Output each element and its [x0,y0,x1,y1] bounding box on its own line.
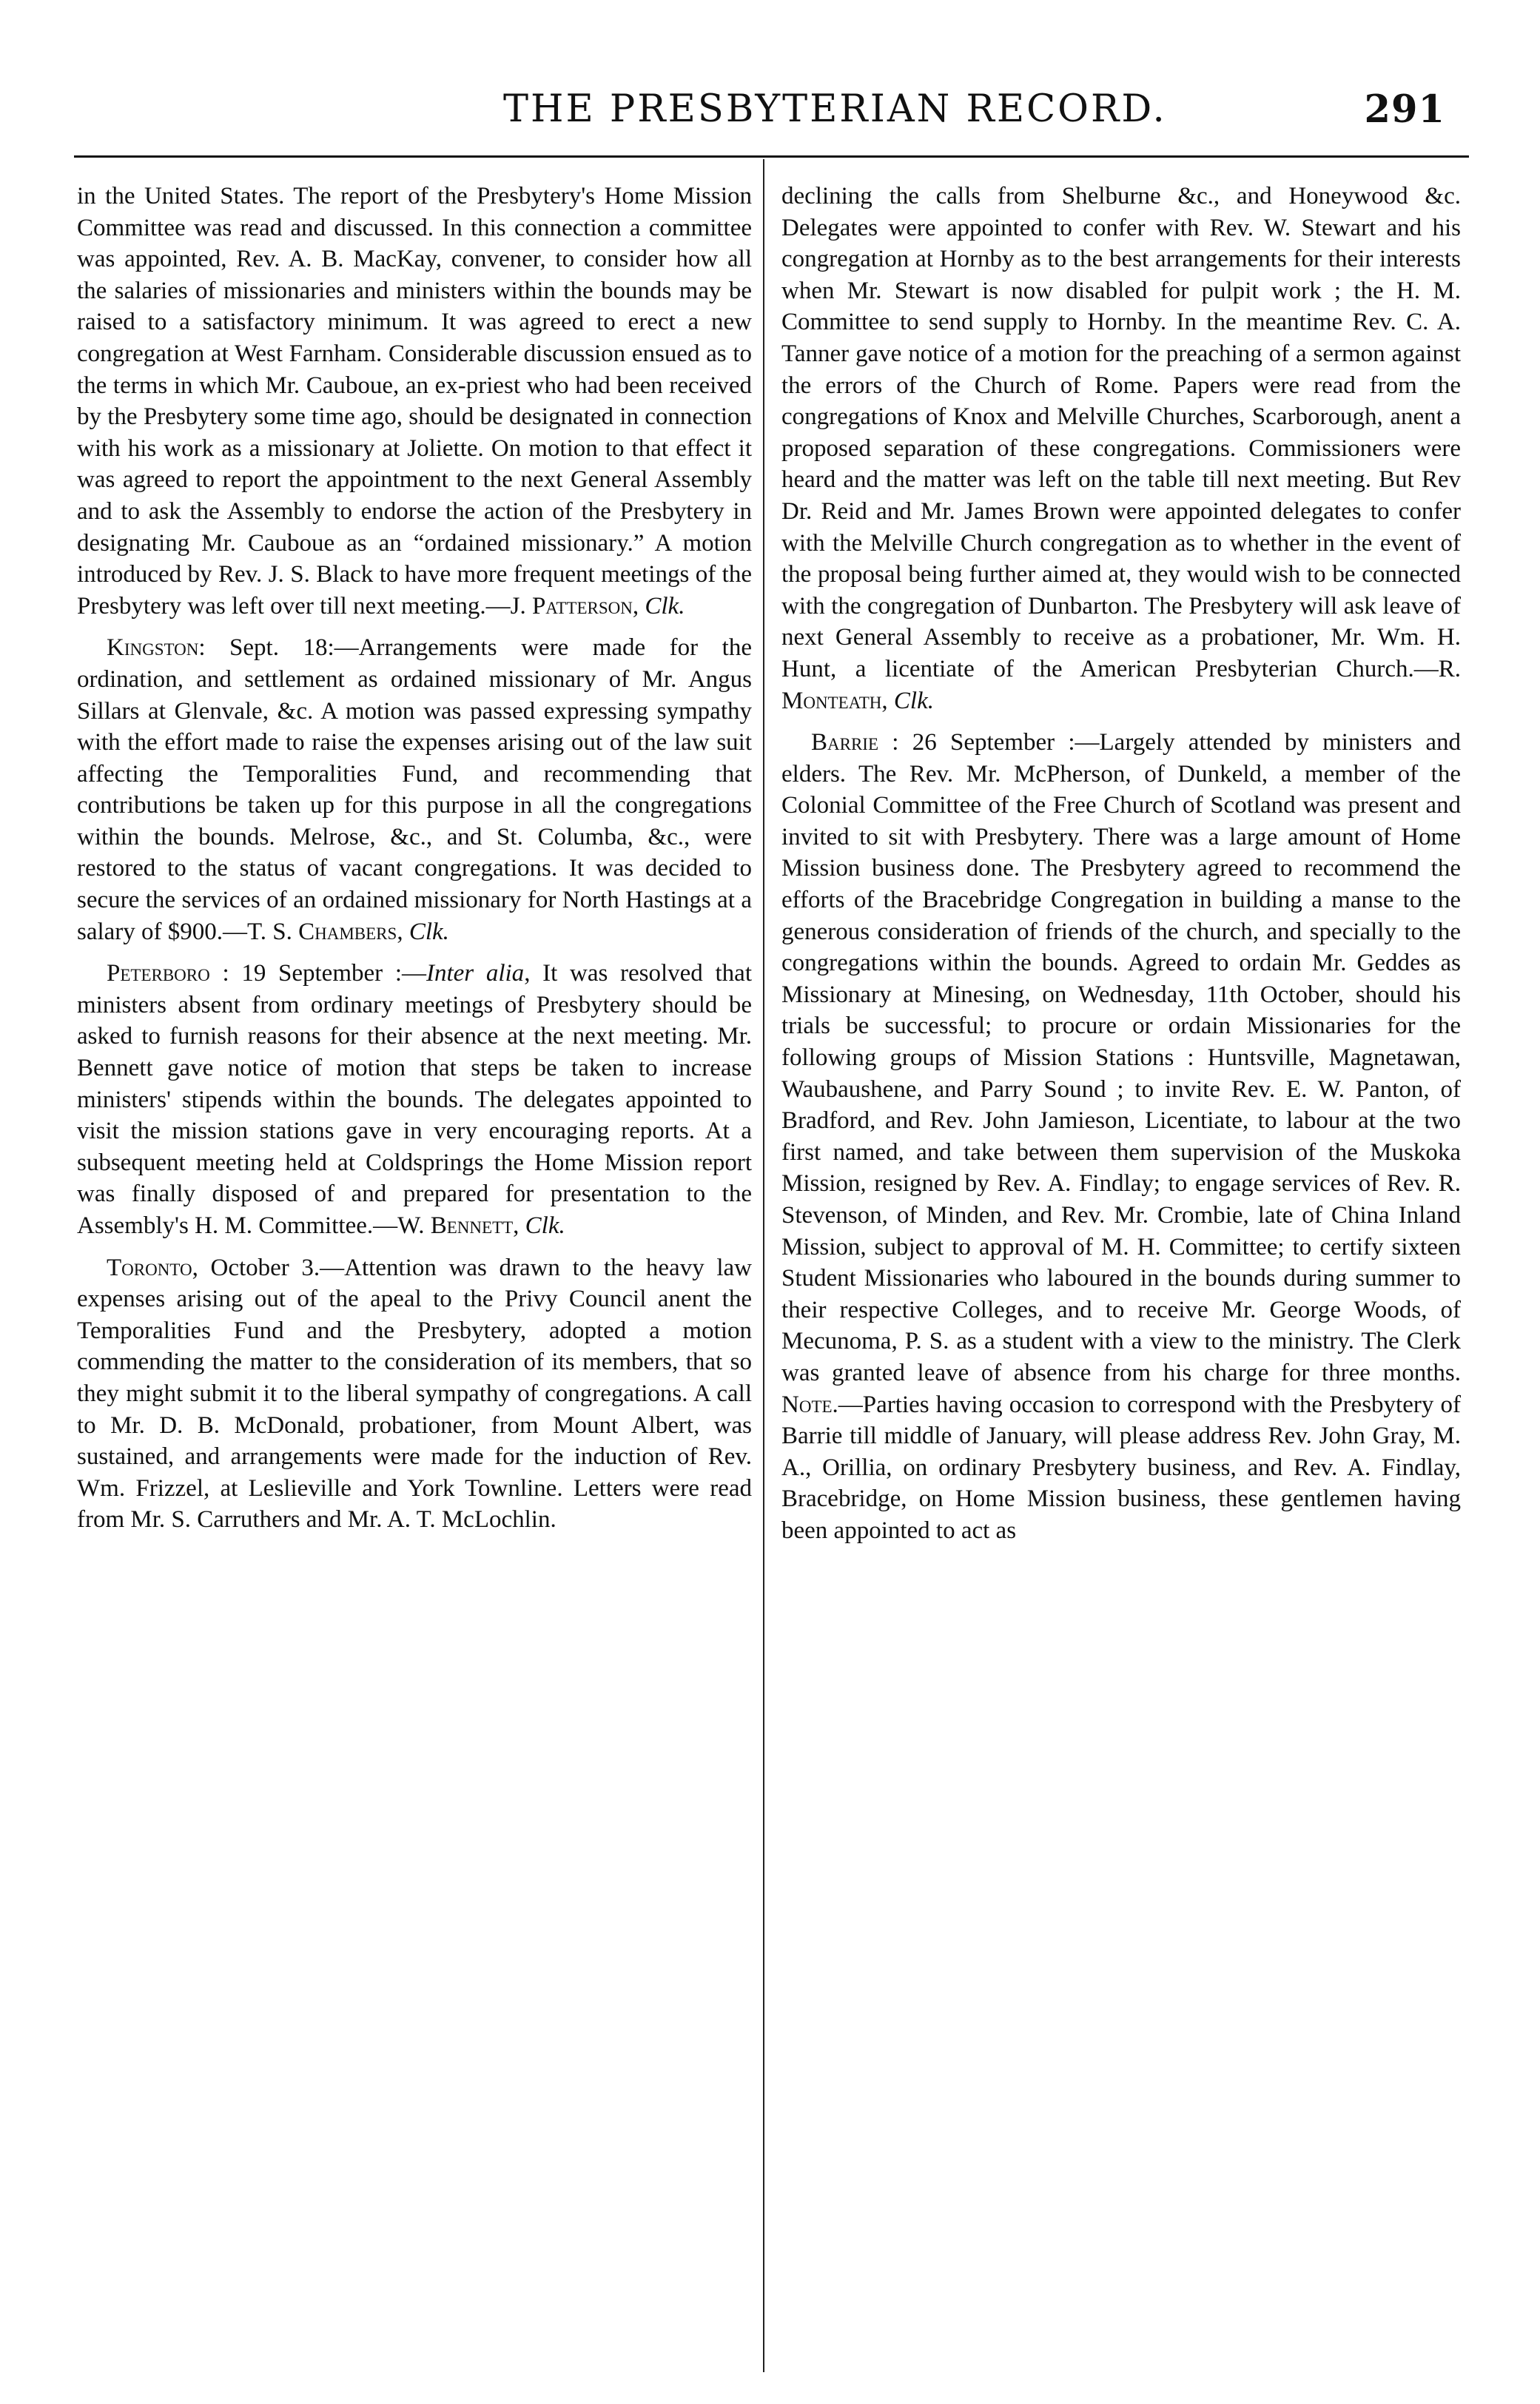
toronto-lead: Toronto [107,1254,192,1281]
note-text: .—Parties having occasion to correspond with the Presbytery of Barrie till middle of January, will please address Rev. John Gray, M. A., Orillia, on ordinary Presbytery business, and Rev. A. Findlay, Bracebridge, on Home Mission business, these gentlemen having been appointed to act as [781,1391,1461,1544]
right-column [781,181,1461,1557]
toronto-continued-text: declining the calls from Shelburne &c., and Honeywood &c. Delegates were appointed to confer with Rev. W. Stewart and his congregation at Hornby as to the best arrangements for their interests when Mr. Stewart is now disabled for pulpit work ; the H. M. Committee to send supply to Hornby. In the meantime Rev. C. A. Tanner gave notice of a motion for the preaching of a sermon against the errors of the Church of Rome. Papers were read from the congregations of Knox and Melville Churches, Scarborough, anent a proposed separation of these congregations. Commissioners were heard and the matter was left on the table till next meeting. But Rev Dr. Reid and Mr. James Brown were appointed delegates to confer with the Melville Church congregation as to whether in the event of the proposal being further aimed at, they would wish to be connected with the congregation of Dunbarton. The Presbytery will ask leave of next General Assembly to receive as a probationer, Mr. Wm. H. Hunt, a licentiate of the American Presbyterian Church.—R. [781,183,1461,682]
barrie-text: : 26 September :—Largely attended by ministers and elders. The Rev. Mr. McPherson, of Dunkeld, a member of the Colonial Committee of the Free Church of Scotland was present and invited to sit with Presbytery. There was a large amount of Home Mission business done. The Presbytery agreed to recommend the efforts of the Bracebridge Congregation in building a manse to the generous consideration of friends of the church, and specially to the congregations within the bounds. Agreed to ordain Mr. Geddes as Missionary at Minesing, on Wednesday, 11th October, should his trials be successful; to procure or ordain Missionaries for the following groups of Mission Stations : Huntsville, Magnetawan, Waubaushene, and Parry Sound ; to invite Rev. E. W. Panton, of Bradford, and Rev. John Jamieson, Licentiate, to labour at the two first named, and take between them supervision of the Muskoka Mission, resigned by Rev. A. Findlay; to engage services of Rev. R. Stevenson, of Minden, and Rev. Mr. Crombie, late of China Inland Mission, subject to approval of M. H. Committee; to certify sixteen Student Missionaries who laboured in the bounds during summer to their respective Colleges, and to receive Mr. George Woods, of Mecunoma, P. S. as a student with a view to the ministry. The Clerk was granted leave of absence from his charge for three months. [781,729,1461,1386]
signature-monteath: Monteath [781,687,882,714]
signature-patterson: Patterson [531,592,633,620]
running-header [89,87,1451,147]
toronto-report [77,1252,752,1536]
signature-bennett: Bennett [430,1212,514,1239]
left-column [77,181,752,1546]
kingston-text: : Sept. 18:—Arrangements were made for the ordination, and settlement as ordained missionary of Mr. Angus Sillars at Glenvale, &c. A motion was passed expressing sympathy with the effort made to raise the expenses arising out of the law suit affecting the Temporalities Fund, and recommending that contributions be taken up for this purpose in all the congregations within the bounds. Melrose, &c., and St. Columba, &c., were restored to the status of vacant congregations. It was decided to secure the services of an ordained missionary for North Hastings at a salary of $900.—T. S. [77,634,752,945]
barrie-report [781,727,1461,1546]
peterboro-lead: Peterboro [107,960,210,987]
clerk-abbrev: Clk. [525,1212,565,1239]
clerk-abbrev: Clk. [893,687,934,714]
page-number: 291 [1364,87,1445,132]
kingston-report: Kingston: Sept. 18:—Arrangements were made for the ordination, and settlement as ordained missionary of Mr. Angus Sillars at Glenvale, &c. A motion was passed expressing sympathy with the effort made to raise the expenses arising out of the law suit affecting the Temporalities Fund, and recommending that contributions be taken up for this purpose in all the congregations within the bounds. Melrose, &c., and St. Columba, &c., were restored to the status of vacant congregations. It was decided to secure the services of an ordained missionary for North Hastings at a salary of $900.—T. S. Chambers, Clk. [77,634,752,945]
note-lead: Note [781,1391,833,1418]
inter-alia: Inter alia [426,960,525,987]
report-continued-paragraph: in the United States. The report of the Presbytery's Home Mission Committee was read and discussed. In this connection a committee was appointed, Rev. A. B. MacKay, convener, to consider how all the salaries of missionaries and ministers within the bounds may be raised to a satisfactory minimum. It was agreed to erect a new congregation at West Farnham. Considerable discussion ensued as to the terms in which Mr. Cauboue, an ex-priest who had been received by the Presbytery some time ago, should be designated in connection with his work as a missionary at Joliette. On motion to that effect it was agreed to report the appointment to the next General Assembly and to ask the Assembly to endorse the action of the Presbytery in designating Mr. Cauboue as an “ordained missionary.” A motion introduced by Rev. J. S. Black to have more frequent meetings of the Presbytery was left over till next meeting.—J. Patterson, Clk. [77,183,752,620]
clerk-abbrev: Clk. [645,592,685,620]
toronto-text: , October 3.—Attention was drawn to the heavy law expenses arising out of the apeal to the Privy Council anent the Temporalities Fund and the Presbytery, adopted a motion commending the matter to the consideration of its members, that so they might submit it to the liberal sympathy of congregations. A call to Mr. D. B. McDonald, probationer, from Mount Albert, was sustained, and arrangements were made for the induction of Rev. Wm. Frizzel, at Leslieville and York Townline. Letters were read from Mr. S. Carruthers and Mr. A. T. McLochlin. [77,1254,752,1534]
header-rule [74,155,1469,158]
running-title: THE PRESBYTERIAN RECORD. [503,87,1167,131]
toronto-report-continued: declining the calls from Shelburne &c., and Honeywood &c. Delegates were appointed to confer with Rev. W. Stewart and his congregation at Hornby as to the best arrangements for their interests when Mr. Stewart is now disabled for pulpit work ; the H. M. Committee to send supply to Hornby. In the meantime Rev. C. A. Tanner gave notice of a motion for the preaching of a sermon against the errors of the Church of Rome. Papers were read from the congregations of Knox and Melville Churches, Scarborough, anent a proposed separation of these congregations. Commissioners were heard and the matter was left on the table till next meeting. But Rev Dr. Reid and Mr. James Brown were appointed delegates to confer with the Melville Church congregation as to whether in the event of the proposal being further aimed at, they would wish to be connected with the congregation of Dunbarton. The Presbytery will ask leave of next General Assembly to receive as a probationer, Mr. Wm. H. Hunt, a licentiate of the American Presbyterian Church.—R. Monteath, Clk. [781,183,1461,714]
column-divider [763,159,764,2372]
peterboro-report: Peterboro : 19 September :—Inter alia, It was resolved that ministers absent from ordinary meetings of Presbytery should be asked to furnish reasons for their absence at the next meeting. Mr. Bennett gave notice of motion that steps be taken to increase ministers' stipends within the bounds. The delegates appointed to visit the mission stations gave in very encouraging reports. At a subsequent meeting held at Coldsprings the Home Mission report was finally disposed of and prepared for presentation to the Assembly's H. M. Committee.—W. Bennett, Clk. [77,960,752,1239]
clerk-abbrev: Clk. [408,918,449,945]
signature-chambers: Chambers [298,918,397,945]
peterboro-date: : 19 September :— [209,960,426,987]
barrie-lead: Barrie [811,729,879,756]
report-continued-text: in the United States. The report of the Presbytery's Home Mission Committee was read and discussed. In this connection a committee was appointed, Rev. A. B. MacKay, convener, to consider how all the salaries of missionaries and ministers within the bounds may be raised to a satisfactory minimum. It was agreed to erect a new congregation at West Farnham. Considerable discussion ensued as to the terms in which Mr. Cauboue, an ex-priest who had been received by the Presbytery some time ago, should be designated in connection with his work as a missionary at Joliette. On motion to that effect it was agreed to report the appointment to the next General Assembly and to ask the Assembly to endorse the action of the Presbytery in designating Mr. Cauboue as an “ordained missionary.” A motion introduced by Rev. J. S. Black to have more frequent meetings of the Presbytery was left over till next meeting.—J. [77,183,752,620]
peterboro-text: , It was resolved that ministers absent from ordinary meetings of Presbytery should be asked to furnish reasons for their absence at the next meeting. Mr. Bennett gave notice of motion that steps be taken to increase ministers' stipends within the bounds. The delegates appointed to visit the mission stations gave in very encouraging reports. At a subsequent meeting held at Coldsprings the Home Mission report was finally disposed of and prepared for presentation to the Assembly's H. M. Committee.—W. [77,960,752,1239]
kingston-lead: Kingston [107,634,199,662]
